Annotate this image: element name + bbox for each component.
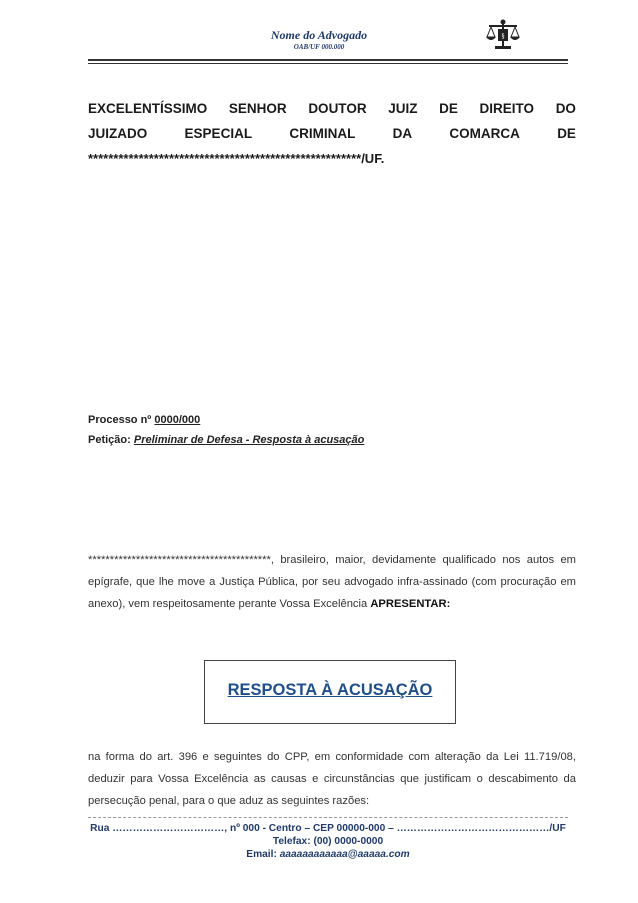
footer-rule <box>88 817 568 818</box>
address-word: CRIMINAL <box>289 126 356 141</box>
footer-phone: Telefax: (00) 0000-0000 <box>272 836 384 847</box>
process-number <box>88 414 200 426</box>
footer-address: Rua ……………………………, nº 000 - Centro – CEP 00000-000 – ………………………………………/UF <box>90 823 566 834</box>
header-rule-thin <box>88 63 568 64</box>
intro-emphasis: APRESENTAR: <box>370 598 451 610</box>
header-lawyer-name: Nome do Advogado <box>270 28 368 42</box>
response-title: RESPOSTA À ACUSAÇÃO <box>227 681 433 699</box>
address-line-2 <box>88 121 576 146</box>
address-word: DE <box>557 126 576 141</box>
address-word: DOUTOR <box>308 101 367 116</box>
footer-email <box>88 849 568 860</box>
court-address <box>88 96 576 171</box>
header-rule <box>88 59 568 61</box>
process-label: Processo nº <box>88 414 155 426</box>
header-oab: OAB/UF 000.000 <box>293 43 345 51</box>
footer-email-value: aaaaaaaaaaaa@aaaaa.com <box>279 849 410 860</box>
address-word: JUIZADO <box>88 126 148 141</box>
address-word: COMARCA <box>449 126 520 141</box>
svg-text:§: § <box>501 32 505 40</box>
address-word: ESPECIAL <box>184 126 253 141</box>
address-line-1 <box>88 96 576 121</box>
address-word: DE <box>439 101 458 116</box>
address-word: SENHOR <box>228 101 287 116</box>
address-word: DA <box>392 126 413 141</box>
petition-label: Petição: <box>88 434 134 446</box>
address-word: JUIZ <box>388 101 418 116</box>
footer-email-label: Email: <box>246 849 280 860</box>
address-line-3: ******************************************************/UF. <box>88 151 385 166</box>
address-word: DIREITO <box>479 101 535 116</box>
body-paragraph: na forma do art. 396 e seguintes do CPP, em conformidade com alteração da Lei 11.719/08, deduzir para Vossa Excelência as causas e circunstâncias que justificam o descabimento da persecução penal, para o que aduz as seguintes razões: <box>88 751 576 807</box>
intro-paragraph <box>88 549 576 615</box>
title-box <box>204 660 456 724</box>
intro-text: ******************************************, brasileiro, maior, devidamente qualificado nos autos em epígrafe, que lhe move a Justiça Pública, por seu advogado infra-assinado (com procuração em anexo), vem respeitosamente perante Vossa Excelência <box>88 554 576 610</box>
process-number-value: 0000/000 <box>154 414 201 426</box>
address-word: DO <box>555 101 576 116</box>
scales-of-justice-icon <box>485 19 521 51</box>
petition-value: Preliminar de Defesa - Resposta à acusação <box>133 434 365 446</box>
address-word: EXCELENTÍSSIMO <box>88 101 208 116</box>
petition <box>88 434 364 446</box>
